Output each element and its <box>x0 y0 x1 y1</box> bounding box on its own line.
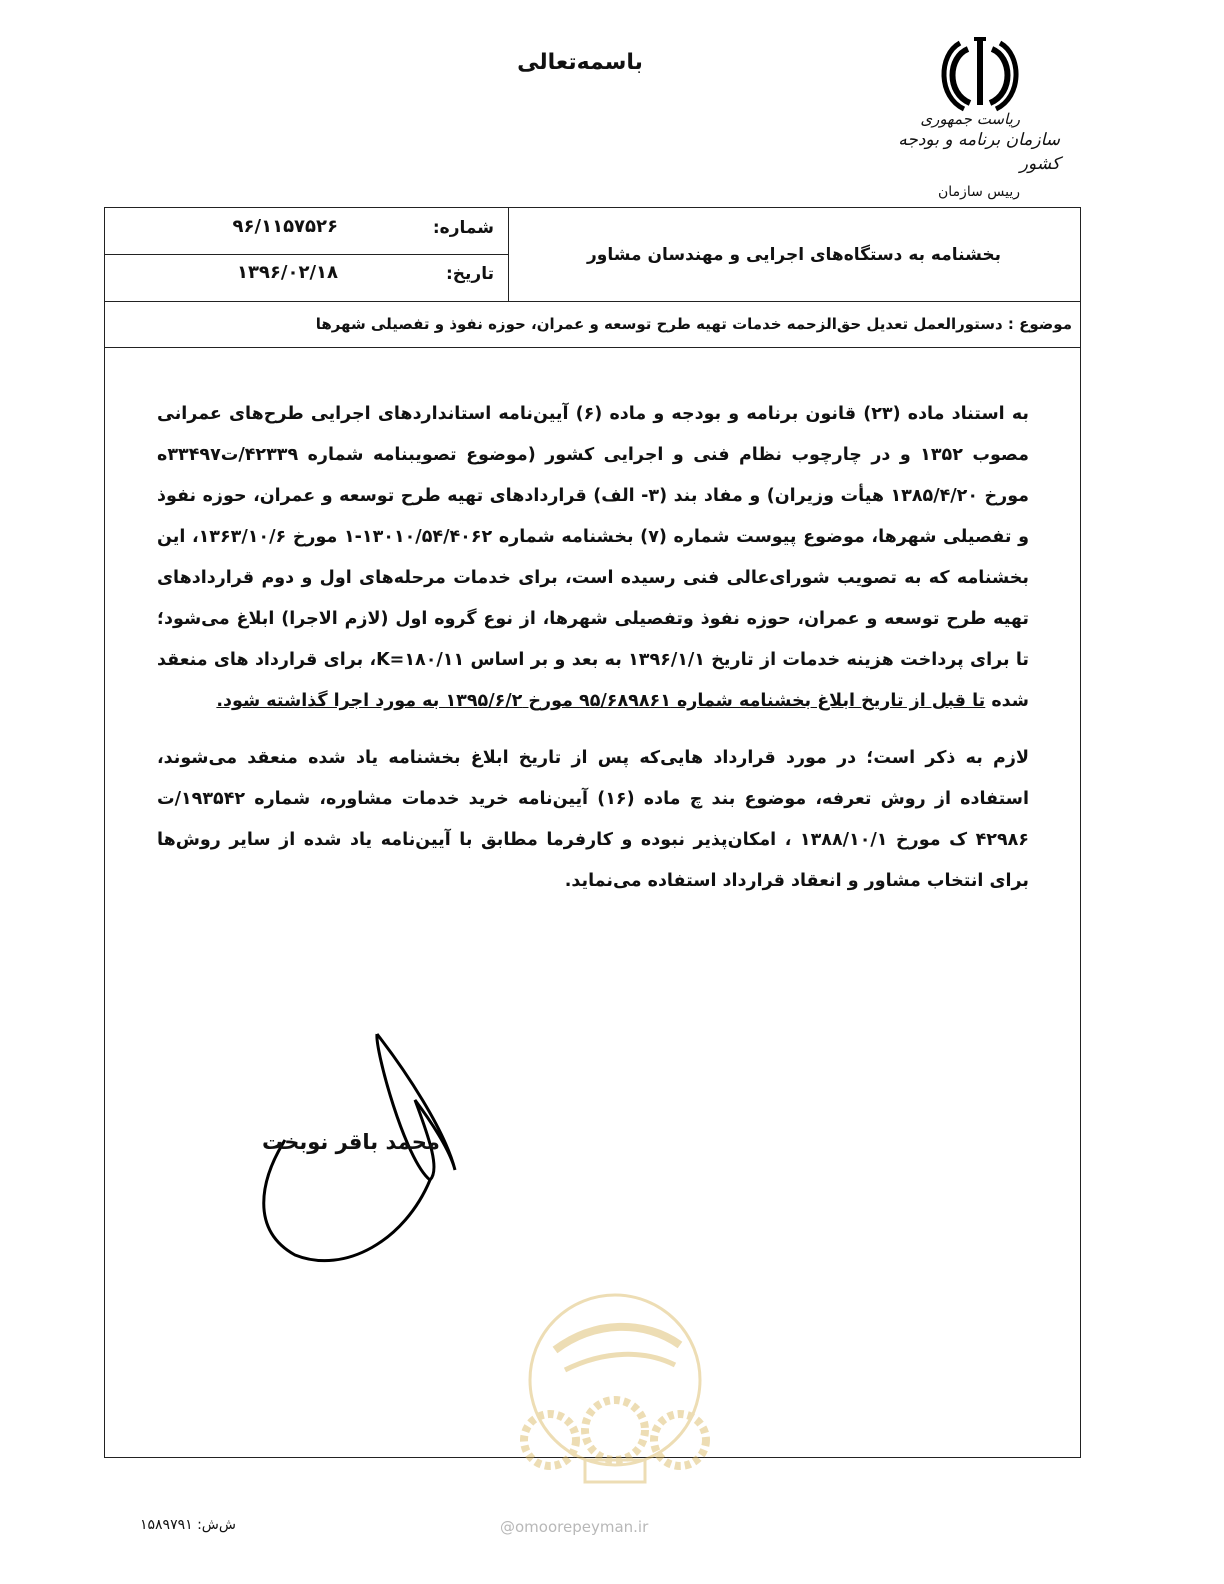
number-row <box>105 208 508 255</box>
letter-meta-box <box>105 208 509 301</box>
letter-title: بخشنامه به دستگاه‌های اجرایی و مهندسان مشاور <box>586 244 1002 265</box>
paragraph-1-main: به استناد ماده (۲۳) قانون برنامه و بودجه و ماده (۶) آیین‌نامه استانداردهای اجرایی طرح‌های عمرانی مصوب ۱۳۵۲ و در چارچوب نظام فنی و اجرایی کشور (موضوع تصویبنامه شماره ۴۲۳۳۹/ت۳۳۴۹۷ه مورخ ۱۳۸۵/۴/۲۰ هیأت وزیران) و مفاد بند (۳- الف) قراردادهای تهیه طرح توسعه و عمران، حوزه نفوذ و تفصیلی شهرها، موضوع پیوست شماره (۷) بخشنامه شماره ۱۳۰۱۰/۵۴/۴۰۶۲-۱ مورخ ۱۳۶۳/۱۰/۶، این بخشنامه که به تصویب شورای‌عالی فنی رسیده است، برای خدمات مرحله‌های اول و دوم قراردادهای تهیه طرح توسعه و عمران، حوزه نفوذ وتفصیلی شهرها، از نوع گروه اول (لازم الاجرا) ابلاغ می‌شود؛ تا برای پرداخت هزینه خدمات از تاریخ ۱۳۹۶/۱/۱ به بعد و بر اساس K=۱۸۰/۱۱، برای قرارداد های منعقد شده <box>157 404 1030 711</box>
iran-emblem-icon <box>930 35 1030 115</box>
footer-document-id: ش‌ش: ۱۵۸۹۷۹۱ <box>140 1517 236 1533</box>
paragraph-1-underlined: تا قبل از تاریخ ابلاغ بخشنامه شماره ۹۵/۶۸۹۸۶۱ مورخ ۱۳۹۵/۶/۲ به مورد اجرا گذاشته شود. <box>216 691 986 711</box>
watermark-site: @omoorepeyman.ir <box>500 1518 649 1536</box>
signer-name: محمد باقر نوبخت <box>262 1130 440 1154</box>
number-label: شماره: <box>432 218 494 238</box>
org-name: سازمان برنامه و بودجه کشور <box>898 130 1060 174</box>
date-value: ۱۳۹۶/۰۲/۱۸ <box>236 262 338 283</box>
date-label: تاریخ: <box>446 264 494 284</box>
org-presidency: ریاست جمهوری <box>920 110 1020 128</box>
bismillah-heading: باسمه‌تعالی <box>517 50 643 75</box>
subject-line: موضوع : دستورالعمل تعدیل حق‌الزحمه خدمات تهیه طرح توسعه و عمران، حوزه نفوذ و تفصیلی شهرها <box>105 301 1080 348</box>
letter-frame <box>104 207 1081 1458</box>
letter-body <box>157 394 1029 902</box>
omoorepeyman-logo-watermark <box>495 1290 735 1490</box>
date-row <box>105 254 508 300</box>
paragraph-2: لازم به ذکر است؛ در مورد قرارداد هایی‌که پس از تاریخ ابلاغ بخشنامه یاد شده منعقد می‌شوند، استفاده از روش تعرفه، موضوع بند چ ماده (۱۶) آیین‌نامه خرید خدمات مشاوره، شماره ۱۹۳۵۴۲/ت ۴۲۹۸۶ ک مورخ ۱۳۸۸/۱۰/۱ ، امکان‌پذیر نبوده و کارفرما مطابق با آیین‌نامه یاد شده از سایر روش‌ها برای انتخاب مشاور و انعقاد قرارداد استفاده می‌نماید. <box>157 748 1029 891</box>
letter-header <box>105 208 1080 302</box>
org-position: رییس سازمان <box>938 184 1020 200</box>
number-value: ۹۶/۱۱۵۷۵۲۶ <box>232 216 338 237</box>
organization-block <box>880 110 1060 200</box>
paragraph-1 <box>157 394 1029 722</box>
